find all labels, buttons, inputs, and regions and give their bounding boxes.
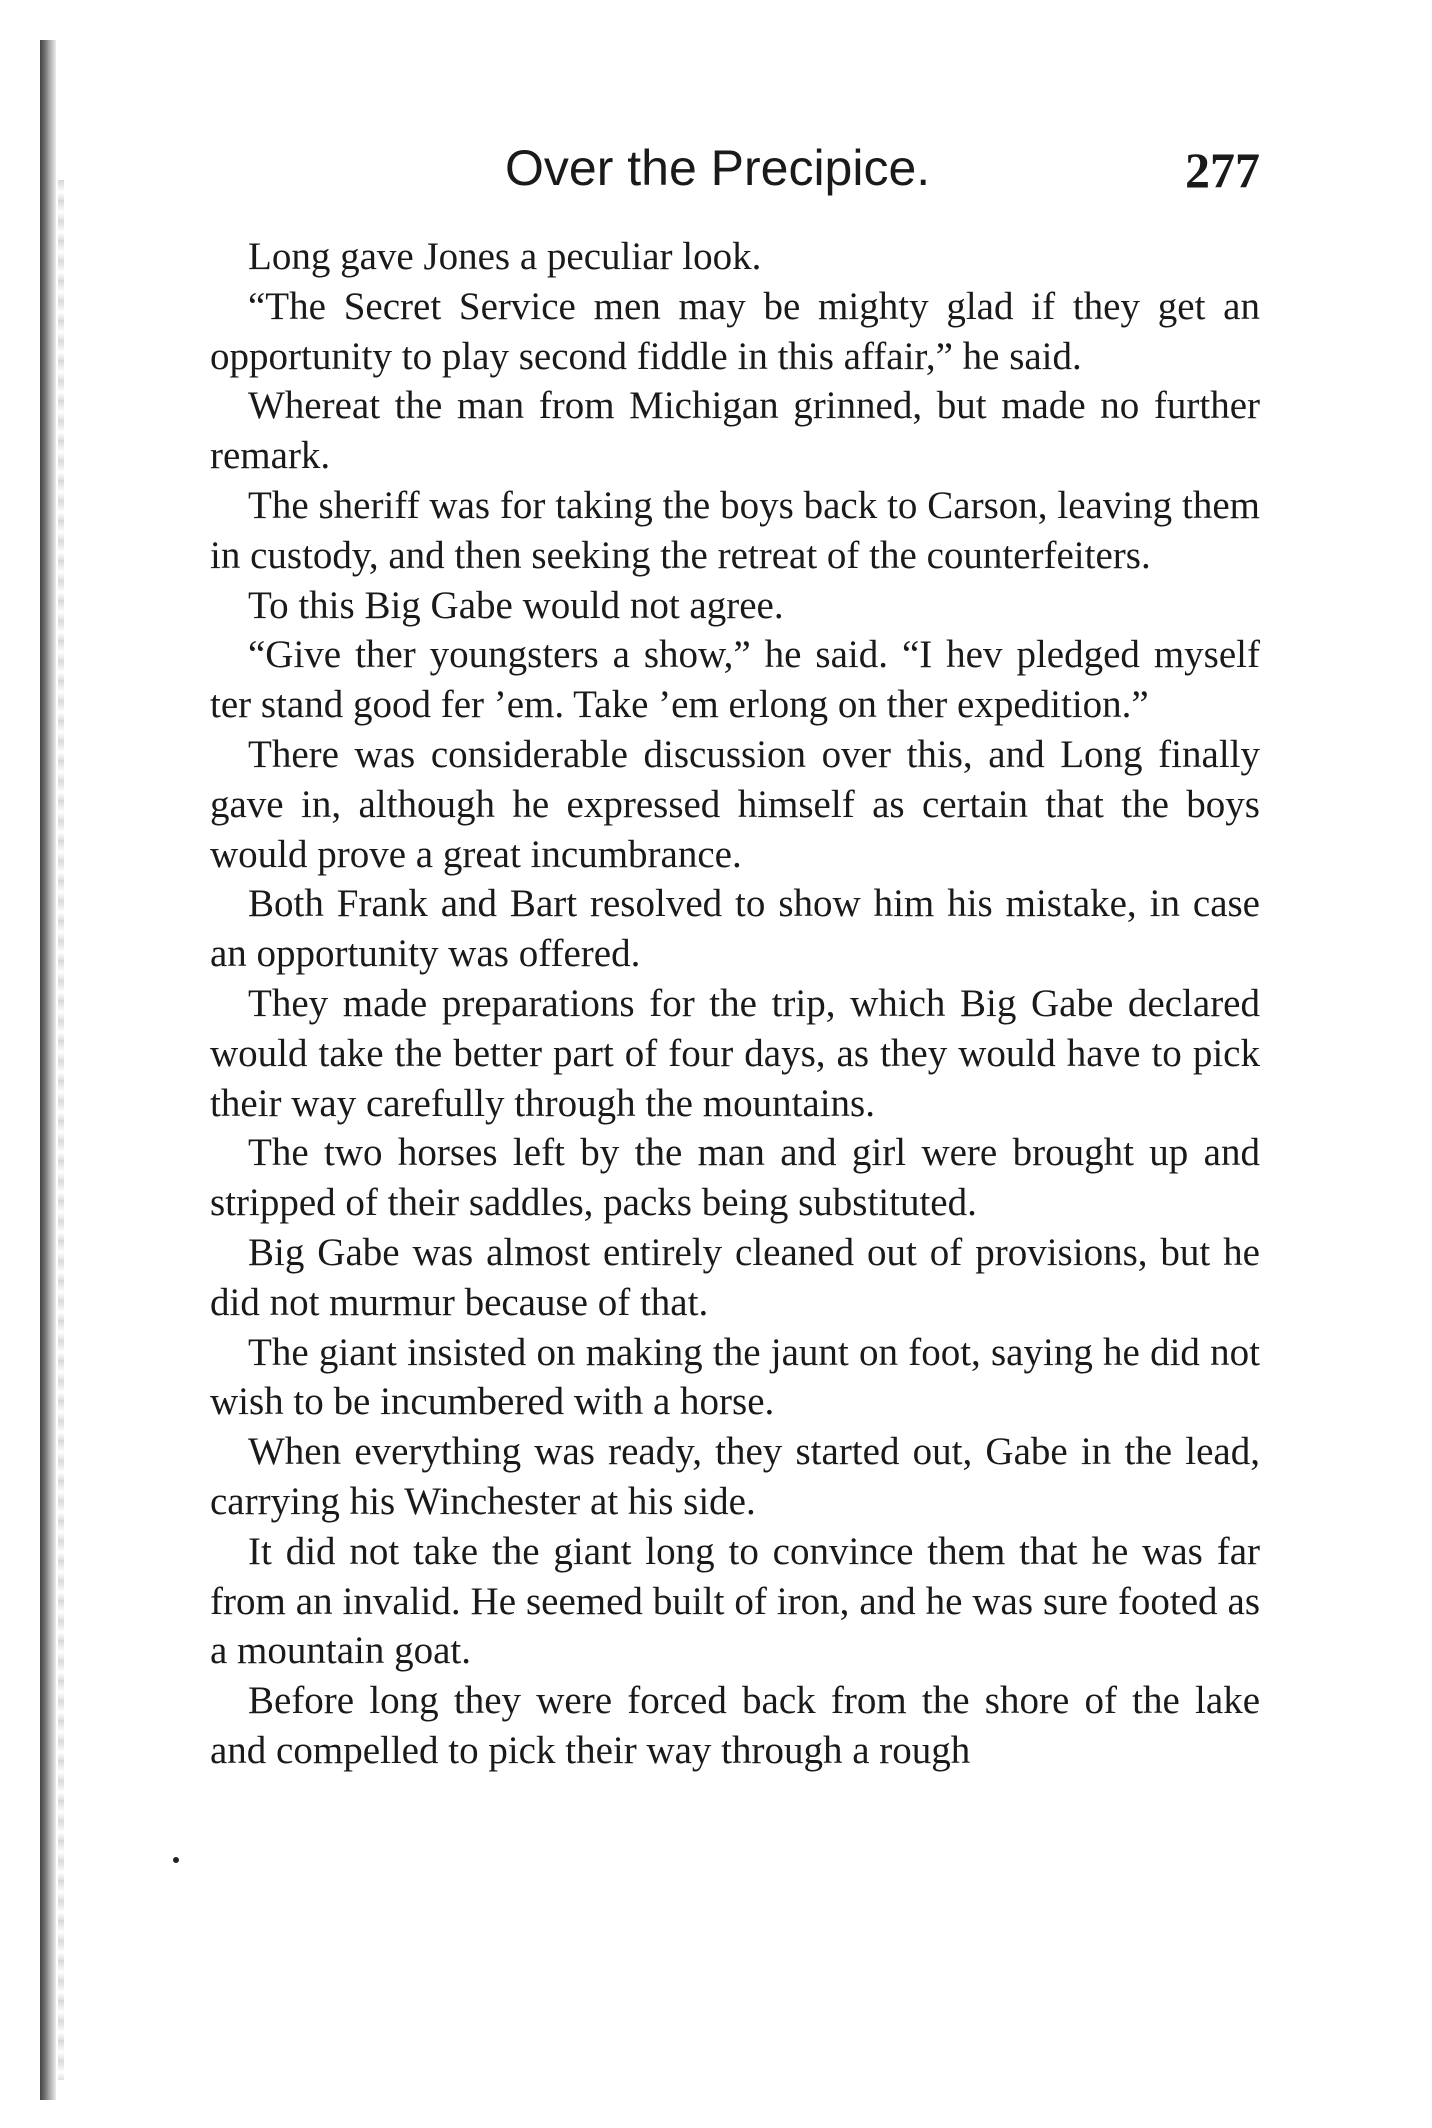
paragraph: There was considerable discussion over this, and Long finally gave in, although he expressed himself as certain that the boys would prove a great incumbrance. xyxy=(210,732,1260,876)
page-number: 277 xyxy=(1185,142,1260,198)
paragraph: To this Big Gabe would not agree. xyxy=(248,583,784,627)
running-title: Over the Precipice. xyxy=(505,140,931,196)
paragraph: Whereat the man from Michigan grinned, but made no further remark. xyxy=(210,384,1260,478)
paragraph: The two horses left by the man and girl were brought up and stripped of their saddles, packs being substituted. xyxy=(210,1131,1260,1225)
paragraph: “Give ther youngsters a show,” he said. “I hev pledged myself ter stand good fer ’em. Take ’em erlong on ther expedition.” xyxy=(210,633,1260,727)
page-body xyxy=(210,232,1260,1776)
paragraph: It did not take the giant long to convince them that he was far from an invalid. He seemed built of iron, and he was sure footed as a mountain goat. xyxy=(210,1529,1260,1673)
page-edge-texture xyxy=(58,180,64,2080)
paragraph: Long gave Jones a peculiar look. xyxy=(248,235,762,278)
paragraph: They made preparations for the trip, which Big Gabe declared would take the better part of four days, as they would have to pick their way carefully through the mountains. xyxy=(210,981,1260,1125)
paragraph: The sheriff was for taking the boys back to Carson, leaving them in custody, and then seeking the retreat of the counterfeiters. xyxy=(210,483,1260,577)
paragraph: Big Gabe was almost entirely cleaned out of provisions, but he did not murmur because of that. xyxy=(210,1230,1260,1324)
paragraph: When everything was ready, they started out, Gabe in the lead, carrying his Winchester at his side. xyxy=(210,1430,1260,1523)
ink-speck xyxy=(173,1857,179,1863)
paragraph: “The Secret Service men may be mighty glad if they get an opportunity to play second fiddle in this affair,” he said. xyxy=(210,284,1260,378)
paragraph: Before long they were forced back from the shore of the lake and compelled to pick their way through a rough xyxy=(210,1679,1260,1772)
page-header xyxy=(210,138,1260,218)
paragraph: Both Frank and Bart resolved to show him his mistake, in case an opportunity was offered. xyxy=(210,882,1260,976)
book-spine-shadow xyxy=(40,40,56,2100)
paragraph: The giant insisted on making the jaunt on foot, saying he did not wish to be incumbered with a horse. xyxy=(210,1330,1260,1424)
